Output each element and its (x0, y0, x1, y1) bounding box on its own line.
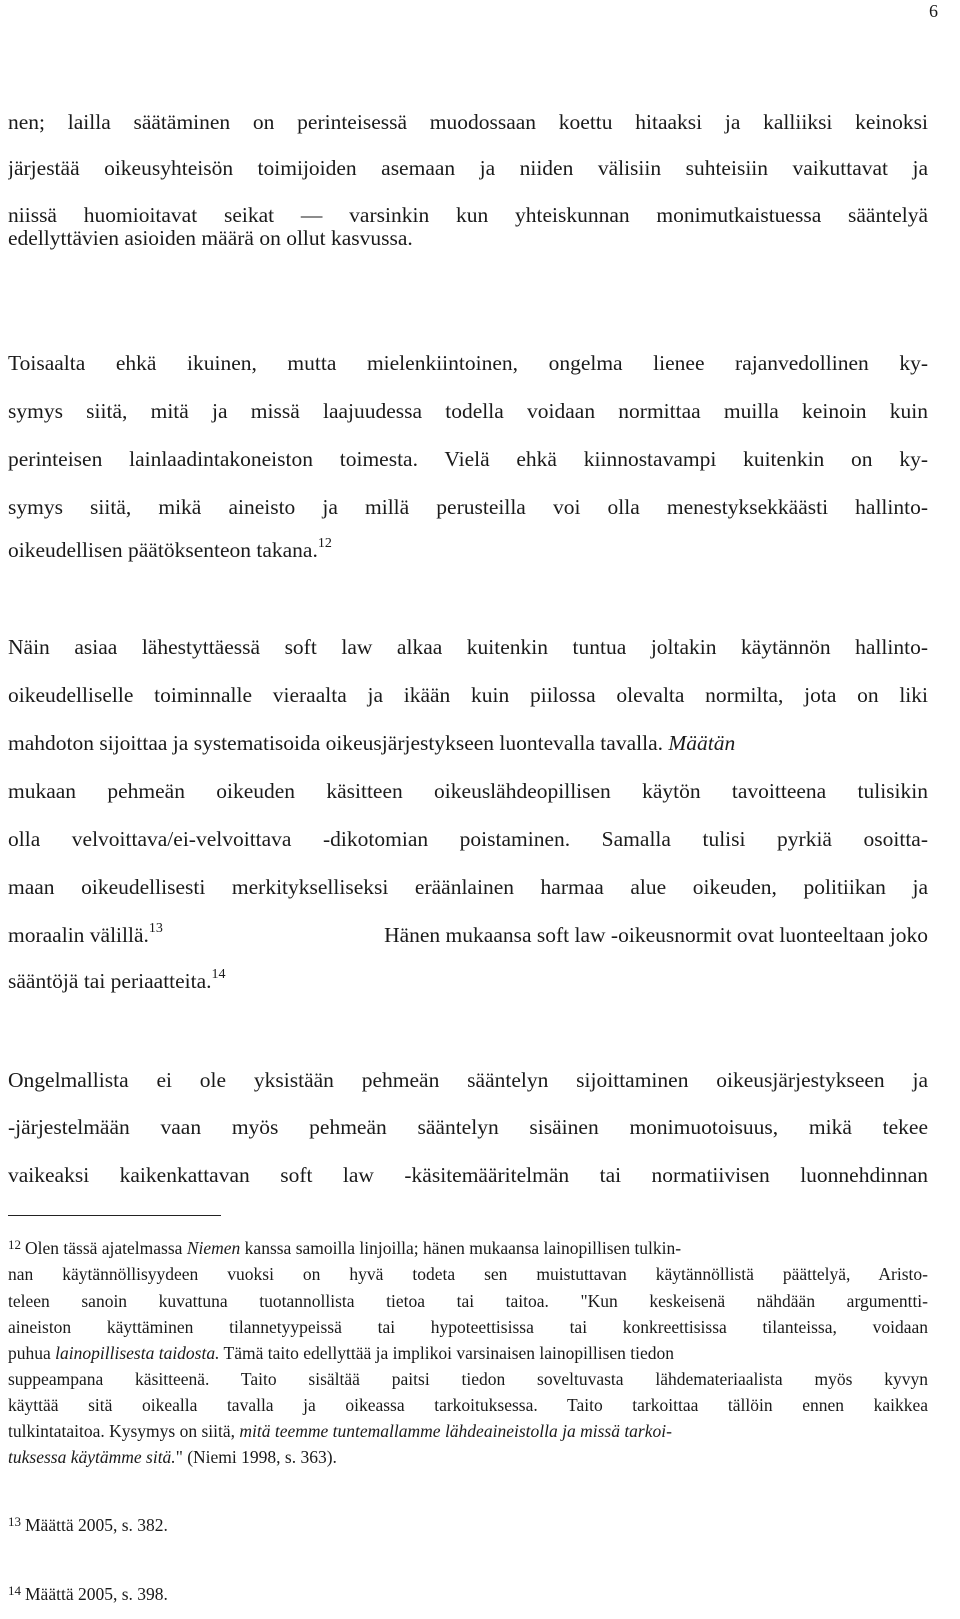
footnote-line (8, 1420, 928, 1442)
footnote-text: Tämä taito edellyttää ja implikoi varsinaisen lainopillisen tiedon (223, 1343, 675, 1363)
footnote-text: Määttä 2005, s. 382. (25, 1515, 168, 1535)
footnote-emphasis: mitä teemme tuntemallamme lähdeaineistolla ja missä tarkoi- (239, 1421, 672, 1441)
footnote-emphasis: lainopillisesta taidosta. (55, 1343, 220, 1363)
footnote-line (8, 1237, 928, 1261)
body-line: symys siitä, mitä ja missä laajuudessa todella voidaan normittaa muilla keinoin kuin (8, 399, 928, 423)
body-line: nen; lailla säätäminen on perinteisessä muodossaan koettu hitaaksi ja kalliiksi keinoksi (8, 110, 928, 134)
body-line: Ongelmallista ei ole yksistään pehmeän sääntelyn sijoittaminen oikeusjärjestykseen ja (8, 1068, 928, 1092)
author-name: Määtän (668, 731, 736, 755)
body-line: niissä huomioitavat seikat — varsinkin kun yhteiskunnan monimutkaistuessa sääntelyä (8, 203, 928, 227)
page-number: 6 (929, 1, 938, 21)
body-line: oikeudelliselle toiminnalle vieraalta ja ikään kuin piilossa olevalta normilta, jota on liki (8, 683, 928, 707)
footnote-number: 13 (8, 1514, 21, 1529)
body-line: edellyttävien asioiden määrä on ollut kasvussa. (8, 226, 413, 250)
footnote-number: 14 (8, 1583, 21, 1598)
body-line: mukaan pehmeän oikeuden käsitteen oikeuslähdeopillisen käytön tavoitteena tulisikin (8, 779, 928, 803)
footnote-ref[interactable]: 14 (211, 967, 226, 982)
footnote-ref[interactable]: 12 (317, 536, 332, 551)
footnote-text: " (Niemi 1998, s. 363). (175, 1447, 337, 1467)
body-line: -järjestelmään vaan myös pehmeän sääntelyn sisäinen monimuotoisuus, mikä tekee (8, 1115, 928, 1139)
body-line (8, 967, 928, 995)
body-line (8, 921, 928, 949)
footnote-text: Määttä 2005, s. 398. (25, 1584, 168, 1604)
footnote-line (8, 1583, 928, 1607)
body-text: Hänen mukaansa soft law -oikeusnormit ovat luonteeltaan joko (384, 923, 928, 947)
footnote-text: puhua (8, 1343, 51, 1363)
footnote-text: tulkintataitoa. Kysymys on siitä, (8, 1421, 235, 1441)
body-line (8, 729, 928, 757)
body-text: oikeudellisen päätöksenteon takana. (8, 538, 318, 562)
body-text: moraalin välillä. (8, 923, 149, 947)
footnote-line: aineiston käyttäminen tilannetyypeissä tai hypoteettisissa tai konkreettisissa tilanteissa, voidaan (8, 1317, 928, 1337)
body-line (8, 536, 928, 564)
body-line: järjestää oikeusyhteisön toimijoiden asemaan ja niiden välisiin suhteisiin vaikuttavat ja (8, 156, 928, 180)
footnote-line: suppeampana käsitteenä. Taito sisältää paitsi tiedon soveltuvasta lähdemateriaalista myös kyvyn (8, 1369, 928, 1389)
body-line: maan oikeudellisesti merkitykselliseksi eräänlainen harmaa alue oikeuden, politiikan ja (8, 875, 928, 899)
footnote-line: käyttää sitä oikealla tavalla ja oikeassa tarkoituksessa. Taito tarkoittaa tällöin ennen kaikkea (8, 1395, 928, 1415)
footnote-ref[interactable]: 13 (148, 921, 163, 936)
body-text: mahdoton sijoittaa ja systematisoida oikeusjärjestykseen luontevalla tavalla. (8, 731, 663, 755)
footnote-number: 12 (8, 1237, 21, 1252)
body-line: perinteisen lainlaadintakoneiston toimesta. Vielä ehkä kiinnostavampi kuitenkin on ky- (8, 447, 928, 471)
footnote-separator (8, 1215, 221, 1216)
footnote-text: kanssa samoilla linjoilla; hänen mukaansa lainopillisen tulkin- (244, 1238, 682, 1258)
body-line: vaikeaksi kaikenkattavan soft law -käsitemääritelmän tai normatiivisen luonnehdinnan (8, 1163, 928, 1187)
footnote-line (8, 1514, 928, 1538)
body-line: Toisaalta ehkä ikuinen, mutta mielenkiintoinen, ongelma lienee rajanvedollinen ky- (8, 351, 928, 375)
footnote-line: teleen sanoin kuvattuna tuotannollista tietoa tai taitoa. "Kun keskeisenä nähdään argumentti- (8, 1291, 928, 1311)
footnote-line (8, 1342, 928, 1364)
footnote-line: nan käytännöllisyydeen vuoksi on hyvä todeta sen muistuttavan käytännöllistä päättelyä, Aristo- (8, 1264, 928, 1284)
body-line: Näin asiaa lähestyttäessä soft law alkaa kuitenkin tuntua joltakin käytännön hallinto- (8, 635, 928, 659)
body-line: symys siitä, mikä aineisto ja millä perusteilla voi olla menestyksekkäästi hallinto- (8, 495, 928, 519)
footnote-text: Olen tässä ajatelmassa (25, 1238, 183, 1258)
footnote-emphasis: tuksessa käytämme sitä. (8, 1447, 176, 1467)
footnote-line (8, 1446, 928, 1468)
body-text: sääntöjä tai periaatteita. (8, 969, 212, 993)
author-name: Niemen (186, 1238, 241, 1258)
body-line: olla velvoittava/ei-velvoittava -dikotomian poistaminen. Samalla tulisi pyrkiä osoitta- (8, 827, 928, 851)
